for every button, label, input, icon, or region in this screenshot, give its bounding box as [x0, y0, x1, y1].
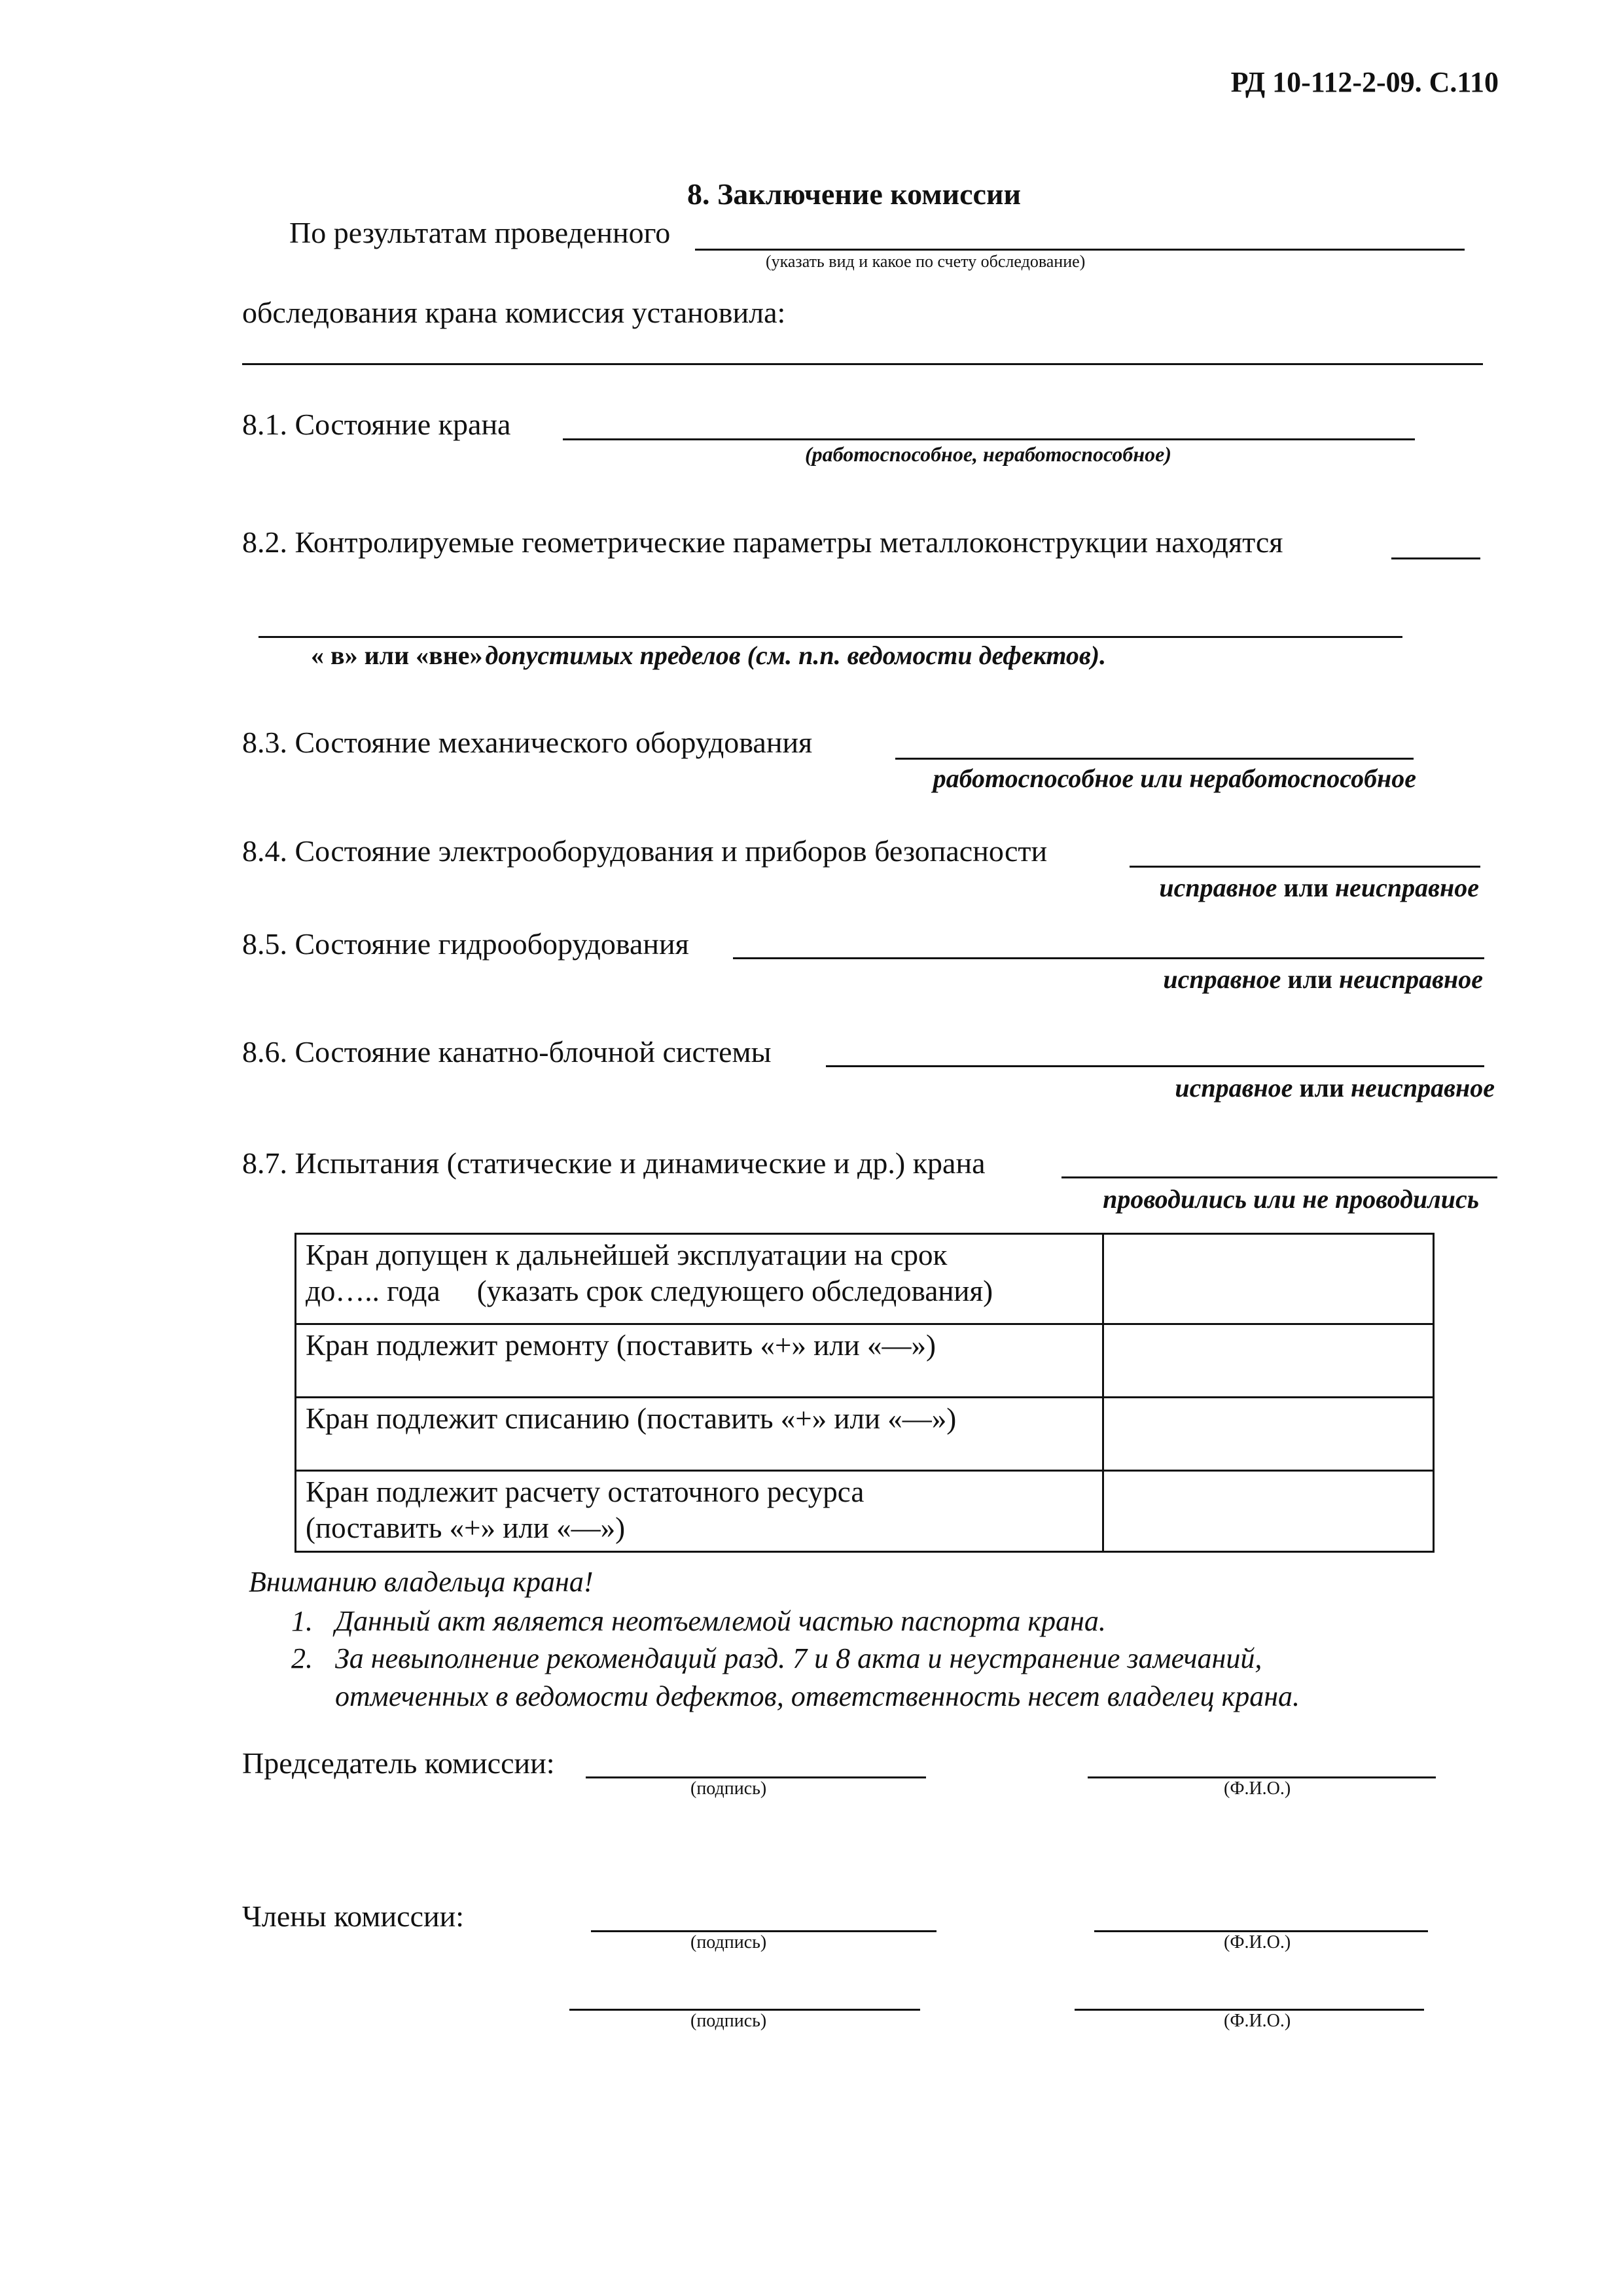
- table-row: [296, 1324, 1434, 1398]
- item-8-3-hint: работоспособное или неработоспособное: [933, 764, 1416, 793]
- decision-mark-cell[interactable]: [1103, 1398, 1434, 1471]
- intro-caption: (указать вид и какое по счету обследование): [766, 252, 1086, 271]
- intro-prefix: По результатам проведенного: [289, 216, 671, 249]
- item-8-4-hint: [1159, 875, 1479, 901]
- member-1-name-caption: (Ф.И.О.): [1224, 1932, 1291, 1952]
- item-8-1-label: 8.1. Состояние крана: [242, 408, 511, 441]
- decision-text-cell: [296, 1471, 1103, 1552]
- decision-text-cell: [296, 1234, 1103, 1324]
- item-8-2-hint-b: допустимых пределов (см. п.п. ведомости дефектов).: [485, 641, 1107, 670]
- item-8-4-hint-a: исправное: [1159, 873, 1277, 902]
- item-8-7-hint: проводились или не проводились: [1103, 1184, 1479, 1214]
- notice-item-2-text-line1: За невыполнение рекомендаций разд. 7 и 8 акта и неустранение замечаний,: [335, 1642, 1262, 1674]
- member-2-signature-caption: (подпись): [690, 2011, 767, 2031]
- member-2-name-caption: (Ф.И.О.): [1224, 2011, 1291, 2031]
- member-1-signature-caption: (подпись): [690, 1932, 767, 1952]
- item-8-3-line[interactable]: [895, 758, 1414, 760]
- intro-survey-line[interactable]: [695, 249, 1465, 251]
- decision-text-line1: Кран подлежит расчету остаточного ресурса: [306, 1475, 865, 1508]
- chairman-signature-caption: (подпись): [690, 1778, 767, 1799]
- item-8-6-hint-b: неисправное: [1350, 1073, 1495, 1103]
- item-8-5-hint-b: неисправное: [1338, 964, 1483, 994]
- section-title: 8. Заключение комиссии: [687, 177, 1021, 211]
- members-label: Члены комиссии:: [242, 1899, 465, 1933]
- item-8-4-hint-or: или: [1277, 873, 1335, 902]
- item-8-5-hint-or: или: [1281, 964, 1339, 994]
- item-8-1-hint: (работоспособное, неработоспособное): [805, 442, 1171, 466]
- item-8-6-hint-or: или: [1293, 1073, 1351, 1103]
- item-8-2-line-short[interactable]: [1391, 557, 1480, 559]
- intro-findings-line[interactable]: [242, 363, 1483, 365]
- item-8-6-line[interactable]: [826, 1065, 1484, 1067]
- table-row: [296, 1234, 1434, 1324]
- item-8-4-line[interactable]: [1130, 866, 1480, 868]
- item-8-3-label: 8.3. Состояние механического оборудования: [242, 726, 813, 759]
- item-8-2-line[interactable]: [259, 636, 1402, 638]
- decision-text-cell: [296, 1324, 1103, 1398]
- decision-mark-cell[interactable]: [1103, 1324, 1434, 1398]
- item-8-4-label: 8.4. Состояние электрооборудования и приборов безопасности: [242, 834, 1048, 868]
- notice-item-1-num: 1.: [291, 1605, 313, 1637]
- item-8-5-line[interactable]: [733, 957, 1484, 959]
- item-8-4-hint-b: неисправное: [1334, 873, 1479, 902]
- item-8-2-label: 8.2. Контролируемые геометрические параметры металлоконструкции находятся: [242, 525, 1283, 559]
- table-row: [296, 1471, 1434, 1552]
- chairman-label: Председатель комиссии:: [242, 1746, 555, 1780]
- notice-item-2-num: 2.: [291, 1642, 313, 1674]
- item-8-2-hint: [311, 643, 1106, 669]
- decision-text-line1: Кран подлежит ремонту (поставить «+» или «—»): [306, 1329, 936, 1362]
- item-8-6-hint-a: исправное: [1175, 1073, 1293, 1103]
- decision-text-line1: Кран допущен к дальнейшей эксплуатации на срок: [306, 1239, 948, 1271]
- table-row: [296, 1398, 1434, 1471]
- decision-text-line1: Кран подлежит списанию (поставить «+» или «—»): [306, 1402, 957, 1435]
- decision-mark-cell[interactable]: [1103, 1234, 1434, 1324]
- notice-heading: Вниманию владельца крана!: [249, 1566, 594, 1598]
- decision-text-line2: до….. года (указать срок следующего обследования): [306, 1274, 993, 1307]
- decision-text-line2: (поставить «+» или «—»): [306, 1511, 626, 1544]
- item-8-5-hint-a: исправное: [1163, 964, 1281, 994]
- item-8-5-label: 8.5. Состояние гидрооборудования: [242, 927, 689, 961]
- decision-text-cell: [296, 1398, 1103, 1471]
- intro-suffix: обследования крана комиссия установила:: [242, 296, 786, 329]
- item-8-1-line[interactable]: [563, 438, 1415, 440]
- notice-item-1-text: Данный акт является неотъемлемой частью паспорта крана.: [335, 1605, 1106, 1637]
- item-8-6-hint: [1175, 1075, 1495, 1101]
- item-8-2-hint-a: « в» или «вне»: [311, 641, 483, 670]
- chairman-name-caption: (Ф.И.О.): [1224, 1778, 1291, 1799]
- item-8-5-hint: [1163, 966, 1483, 993]
- document-reference: РД 10-112-2-09. С.110: [1230, 66, 1499, 98]
- notice-item-2-text-line2: отмеченных в ведомости дефектов, ответственность несет владелец крана.: [335, 1680, 1300, 1712]
- item-8-7-line[interactable]: [1061, 1176, 1497, 1178]
- decision-mark-cell[interactable]: [1103, 1471, 1434, 1552]
- item-8-7-label: 8.7. Испытания (статические и динамические и др.) крана: [242, 1146, 986, 1180]
- item-8-6-label: 8.6. Состояние канатно-блочной системы: [242, 1035, 772, 1069]
- decision-table: [294, 1233, 1435, 1553]
